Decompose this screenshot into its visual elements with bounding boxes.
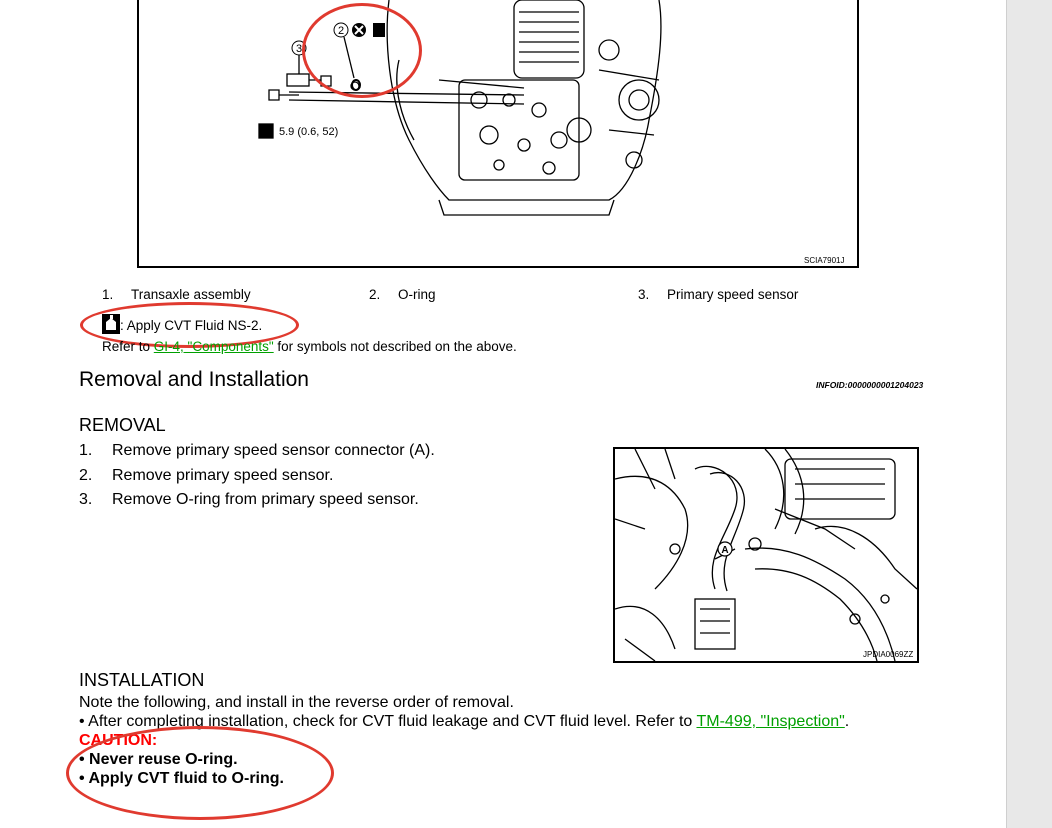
legend-num: 3. [638,287,650,302]
info-id: INFOID:0000000001204023 [816,380,924,390]
transaxle-figure [137,0,859,268]
tm499-inspection-link[interactable]: TM-499, "Inspection" [696,713,845,730]
legend-item-3 [638,287,798,302]
legend-item-2 [369,287,436,302]
transaxle-drawing [139,0,859,268]
engine-bay-figure [613,447,919,663]
gi4-components-link[interactable]: GI-4, "Components" [153,339,274,354]
removal-heading: REMOVAL [79,415,166,435]
callout-2: 2 [337,25,345,37]
list-item: 2. Remove primary speed sensor. [79,466,334,484]
caution-label: CAUTION: [79,732,158,749]
legend-num: 1. [102,287,114,302]
legend-label: O-ring [398,287,436,302]
section-title: Removal and Installation [79,368,309,391]
legend-num: 2. [369,287,381,302]
fluid-note-text: : Apply CVT Fluid NS-2. [120,318,263,333]
caution-item-1: • Never reuse O-ring. [79,751,238,768]
removal-steps [79,442,435,516]
legend-item-1 [102,287,251,302]
legend-label: Transaxle assembly [131,287,251,302]
page-edge [1006,0,1052,828]
installation-bullet: • After completing installation, check for CVT fluid leakage and CVT fluid level. Refer to TM-499, "Inspection". [79,713,850,730]
installation-note: Note the following, and install in the reverse order of removal. [79,694,514,711]
legend-label: Primary speed sensor [667,287,799,302]
torque-value: 5.9 (0.6, 52) [279,126,339,138]
installation-heading: INSTALLATION [79,670,205,690]
figure-code-right: JPDIA0069ZZ [863,650,914,659]
annotation-circle-oring [302,3,422,98]
refer-note: Refer to GI-4, "Components" for symbols not described on the above. [102,339,517,354]
list-item: 1. Remove primary speed sensor connector (A). [79,442,435,459]
callout-3: 3 [295,43,303,55]
list-item: 3. Remove O-ring from primary speed sensor. [79,491,419,508]
callout-a: A [721,545,729,556]
caution-item-2: • Apply CVT fluid to O-ring. [79,770,284,787]
engine-bay-drawing [615,449,917,661]
figure-code: SCIA7901J [804,256,845,265]
annotation-circle-caution [66,726,334,820]
